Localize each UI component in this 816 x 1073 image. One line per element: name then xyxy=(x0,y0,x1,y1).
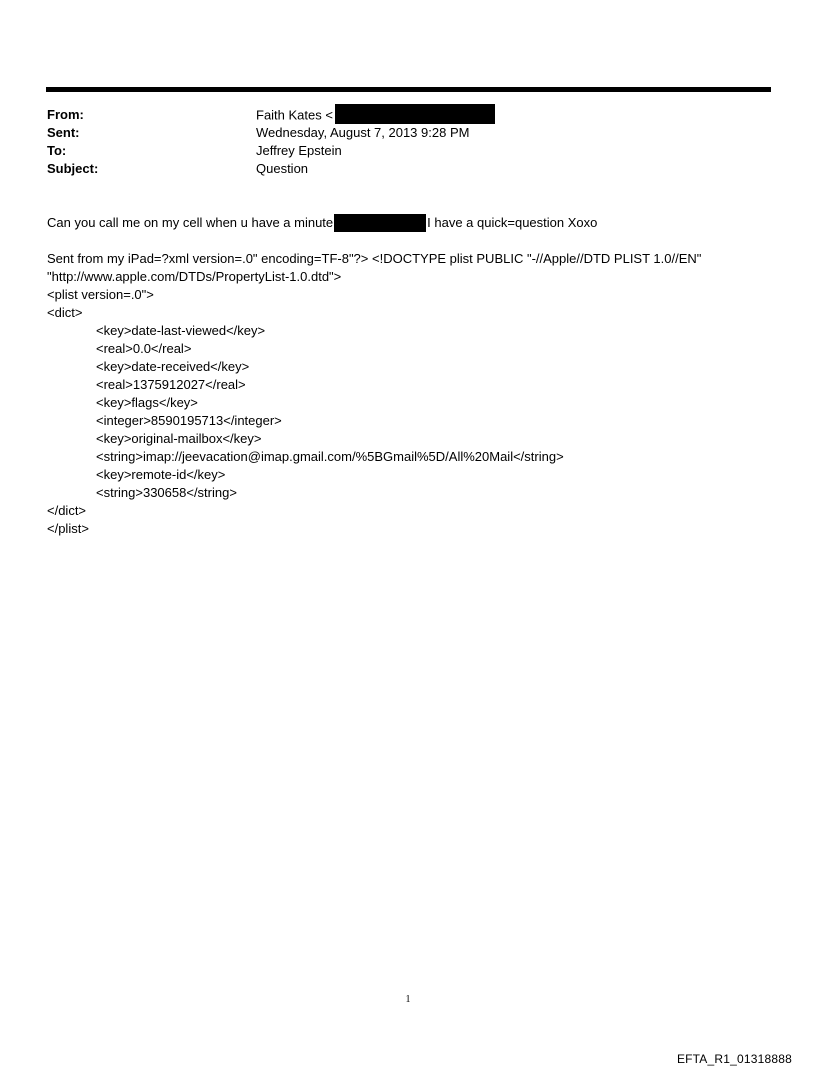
sent-row xyxy=(47,124,747,142)
message-after: I have a quick=question Xoxo xyxy=(427,215,598,230)
plist-open: <plist version=.0"> xyxy=(47,287,154,302)
dict-close: </dict> xyxy=(47,503,87,518)
message-line xyxy=(47,214,767,232)
signature-line: "http://www.apple.com/DTDs/PropertyList-1.0.dtd"> xyxy=(47,269,342,284)
dict-line: <real>0.0</real> xyxy=(96,341,192,356)
dict-line: <key>flags</key> xyxy=(96,395,198,410)
dict-line: <real>1375912027</real> xyxy=(96,377,246,392)
subject-row xyxy=(47,160,747,178)
subject-value: Question xyxy=(256,161,309,176)
sent-label: Sent: xyxy=(47,125,80,140)
dict-open: <dict> xyxy=(47,305,83,320)
email-body xyxy=(47,214,767,538)
document-id: EFTA_R1_01318888 xyxy=(676,1052,792,1066)
dict-line: <key>date-received</key> xyxy=(96,359,250,374)
subject-label: Subject: xyxy=(47,161,99,176)
dict-line: <integer>8590195713</integer> xyxy=(96,413,282,428)
dict-line: <string>330658</string> xyxy=(96,485,237,500)
spacer xyxy=(47,232,767,250)
header-rule xyxy=(46,87,771,92)
page-number: 1 xyxy=(405,994,411,1005)
dict-line: <key>date-last-viewed</key> xyxy=(96,323,266,338)
message-before: Can you call me on my cell when u have a minute xyxy=(47,215,334,230)
dict-line: <key>original-mailbox</key> xyxy=(96,431,262,446)
signature-line: Sent from my iPad=?xml version=.0" encoding=TF-8"?> <!DOCTYPE plist PUBLIC "-//Apple//DTD PLIST 1.0//EN" xyxy=(47,251,702,266)
email-header xyxy=(47,106,747,178)
to-value: Jeffrey Epstein xyxy=(256,143,342,158)
to-label: To: xyxy=(47,143,67,158)
dict-line: <string>imap://jeevacation@imap.gmail.com/%5BGmail%5D/All%20Mail</string> xyxy=(96,449,564,464)
redaction-box xyxy=(334,214,426,232)
to-row xyxy=(47,142,747,160)
dict-line: <key>remote-id</key> xyxy=(96,467,226,482)
from-row xyxy=(47,106,747,124)
plist-close: </plist> xyxy=(47,521,89,536)
redaction-box xyxy=(335,104,495,124)
from-label: From: xyxy=(47,107,84,122)
from-name: Faith Kates < xyxy=(256,107,333,123)
sent-value: Wednesday, August 7, 2013 9:28 PM xyxy=(256,125,470,140)
from-value xyxy=(256,106,495,126)
